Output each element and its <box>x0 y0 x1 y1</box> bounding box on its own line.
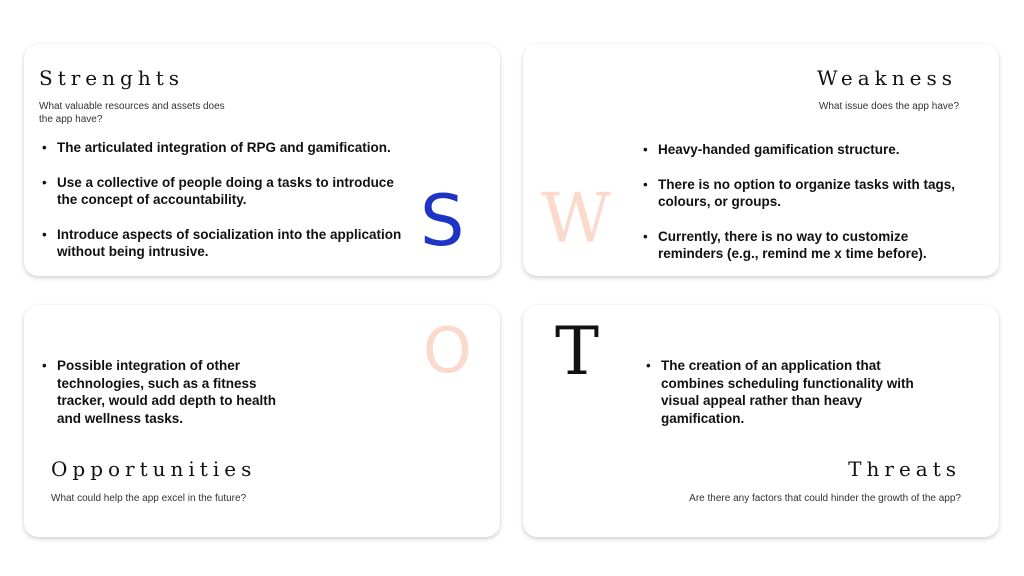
opportunities-letter: O <box>423 314 472 387</box>
opportunities-point: • Possible integration of other technologies, such as a fitness tracker, would add depth to health and wellness tasks. <box>40 357 290 427</box>
threats-subtitle: Are there any factors that could hinder the growth of the app? <box>689 493 961 504</box>
opportunities-list <box>40 357 290 444</box>
weakness-title: Weakness <box>816 66 957 90</box>
weakness-list <box>641 141 961 280</box>
strengths-letter: S <box>420 180 465 262</box>
weakness-point: • There is no option to organize tasks with tags, colours, or groups. <box>641 176 961 211</box>
strengths-title: Strenghts <box>39 66 184 90</box>
opportunities-card <box>24 305 500 537</box>
strengths-point: • The articulated integration of RPG and gamification. <box>40 139 410 157</box>
threats-letter: T <box>555 313 600 390</box>
opportunities-title: Opportunities <box>51 457 257 481</box>
threats-list <box>644 357 914 444</box>
weakness-subtitle: What issue does the app have? <box>818 101 959 112</box>
strengths-list <box>40 139 410 278</box>
threats-card <box>523 305 999 537</box>
strengths-subtitle: What valuable resources and assets does the app have? <box>39 101 225 125</box>
threats-title: Threats <box>848 457 961 481</box>
strengths-card <box>24 44 500 276</box>
threats-point: • The creation of an application that combines scheduling functionality with visual appeal rather than heavy gamification. <box>644 357 914 427</box>
weakness-point: • Heavy-handed gamification structure. <box>641 141 961 159</box>
strengths-point: • Introduce aspects of socialization into the application without being intrusive. <box>40 226 410 261</box>
opportunities-subtitle: What could help the app excel in the future? <box>51 493 247 504</box>
weakness-card <box>523 44 999 276</box>
strengths-point: • Use a collective of people doing a tasks to introduce the concept of accountability. <box>40 174 410 209</box>
weakness-letter: W <box>541 180 611 259</box>
weakness-point: • Currently, there is no way to customize reminders (e.g., remind me x time before). <box>641 228 961 263</box>
